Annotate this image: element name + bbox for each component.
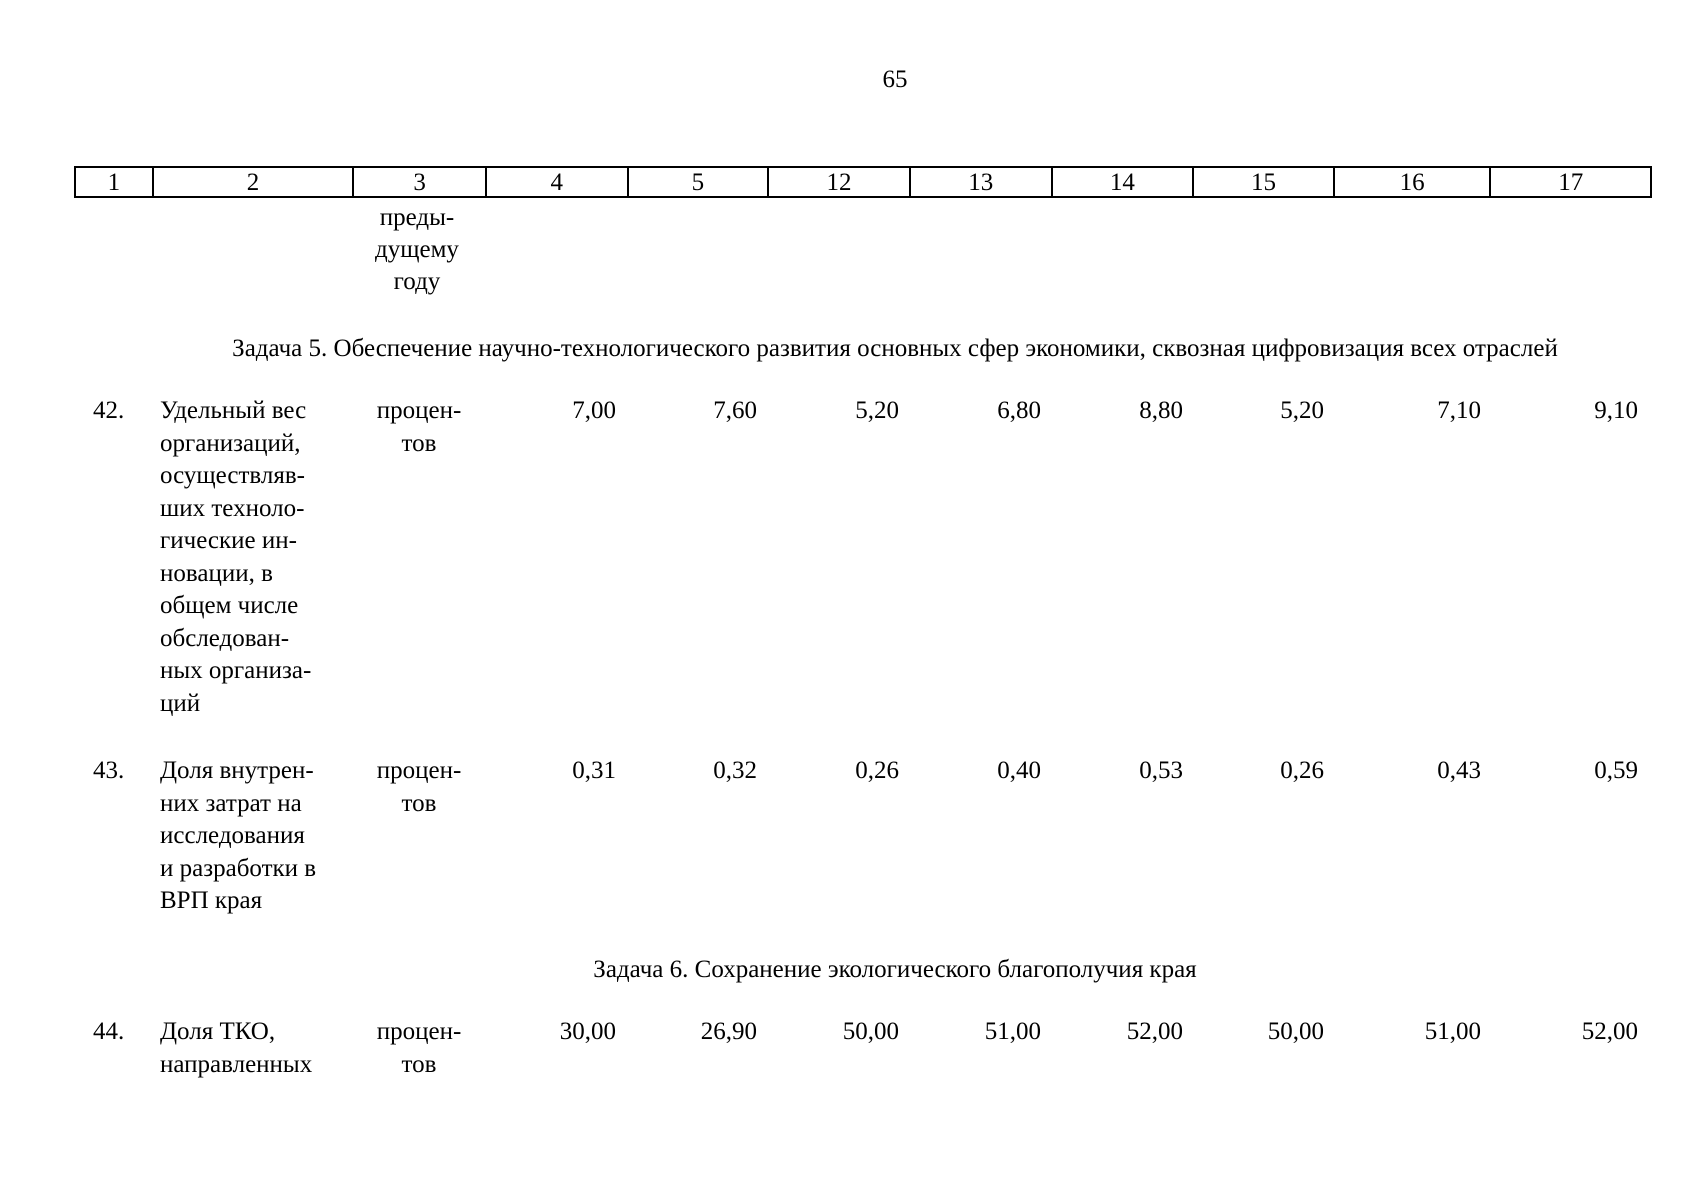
value-col-13: 0,40: [997, 757, 1041, 784]
name-line: ных организа-: [160, 657, 312, 684]
value-col-12: 50,00: [842, 1018, 899, 1045]
header-cell: 14: [1053, 168, 1195, 196]
name-line: организаций,: [160, 429, 301, 457]
indicator-name: [160, 1016, 360, 1081]
name-line: гические ин-: [160, 527, 297, 554]
value-col-4: 0,31: [572, 757, 616, 784]
value-col-12: 0,26: [855, 757, 899, 784]
value-col-5: 0,32: [713, 757, 757, 784]
value-col-16: 0,43: [1437, 757, 1481, 784]
row-number: 43.: [93, 757, 125, 784]
column-number-header: [74, 166, 1652, 198]
unit-continuation-text: [352, 202, 482, 298]
section-title-task-5: Задача 5. Обеспечение научно-технологического развития основных сфер экономики, сквозная цифровизация всех отраслей: [232, 335, 1558, 362]
value-col-5: 26,90: [700, 1018, 757, 1045]
header-cell: 4: [487, 168, 629, 196]
unit-of-measure: [369, 1016, 469, 1081]
row-number: 42.: [93, 397, 125, 424]
header-cell: 17: [1558, 168, 1584, 196]
name-line: осуществляв-: [160, 462, 305, 489]
continuation-line: дущему: [375, 236, 459, 263]
value-col-4: 30,00: [559, 1018, 616, 1045]
value-col-13: 51,00: [984, 1018, 1041, 1045]
value-col-16: 7,10: [1437, 397, 1481, 424]
value-col-14: 8,80: [1139, 397, 1183, 424]
header-cell: 1: [76, 168, 154, 196]
name-line: Доля ТКО,: [160, 1018, 276, 1045]
name-line: новации, в: [160, 559, 273, 587]
value-col-4: 7,00: [572, 397, 616, 424]
unit-line: тов: [401, 1050, 437, 1078]
unit-line: процен-: [376, 757, 462, 784]
name-line: направленных: [160, 1050, 313, 1078]
value-col-15: 50,00: [1267, 1018, 1324, 1045]
name-line: обследован-: [160, 624, 290, 652]
page-number: 65: [882, 66, 908, 93]
name-line: ций: [160, 689, 201, 717]
name-line: них затрат на: [160, 789, 302, 817]
value-col-16: 51,00: [1424, 1018, 1481, 1045]
header-cell: 15: [1194, 168, 1335, 196]
name-line: исследования: [160, 822, 305, 849]
value-col-17: 0,59: [1594, 757, 1638, 784]
name-line: Удельный вес: [160, 397, 307, 424]
row-number: 44.: [93, 1018, 125, 1045]
header-cell: 13: [911, 168, 1053, 196]
continuation-line: году: [393, 268, 441, 295]
value-col-5: 7,60: [713, 397, 757, 424]
unit-line: процен-: [376, 397, 462, 424]
name-line: и разработки в: [160, 854, 317, 882]
section-title-task-6: Задача 6. Сохранение экологического благополучия края: [593, 956, 1197, 983]
indicator-name: [160, 755, 360, 918]
unit-line: тов: [401, 429, 437, 457]
indicator-name: [160, 395, 360, 720]
unit-of-measure: [369, 395, 469, 460]
name-line: ших техноло-: [160, 494, 305, 522]
value-col-17: 9,10: [1594, 397, 1638, 424]
unit-line: тов: [401, 789, 437, 817]
unit-of-measure: [369, 755, 469, 820]
header-cell: 16: [1335, 168, 1492, 196]
value-col-17: 52,00: [1581, 1018, 1638, 1045]
value-col-14: 52,00: [1126, 1018, 1183, 1045]
header-cell: 2: [154, 168, 354, 196]
unit-line: процен-: [376, 1018, 462, 1045]
name-line: общем числе: [160, 592, 299, 619]
value-col-15: 5,20: [1280, 397, 1324, 424]
header-cell: 12: [769, 168, 911, 196]
value-col-12: 5,20: [855, 397, 899, 424]
name-line: ВРП края: [160, 887, 263, 914]
value-col-14: 0,53: [1139, 757, 1183, 784]
continuation-line: преды-: [379, 204, 455, 231]
value-col-15: 0,26: [1280, 757, 1324, 784]
header-cell: 5: [629, 168, 770, 196]
name-line: Доля внутрен-: [160, 757, 314, 784]
value-col-13: 6,80: [997, 397, 1041, 424]
header-cell: 3: [354, 168, 487, 196]
